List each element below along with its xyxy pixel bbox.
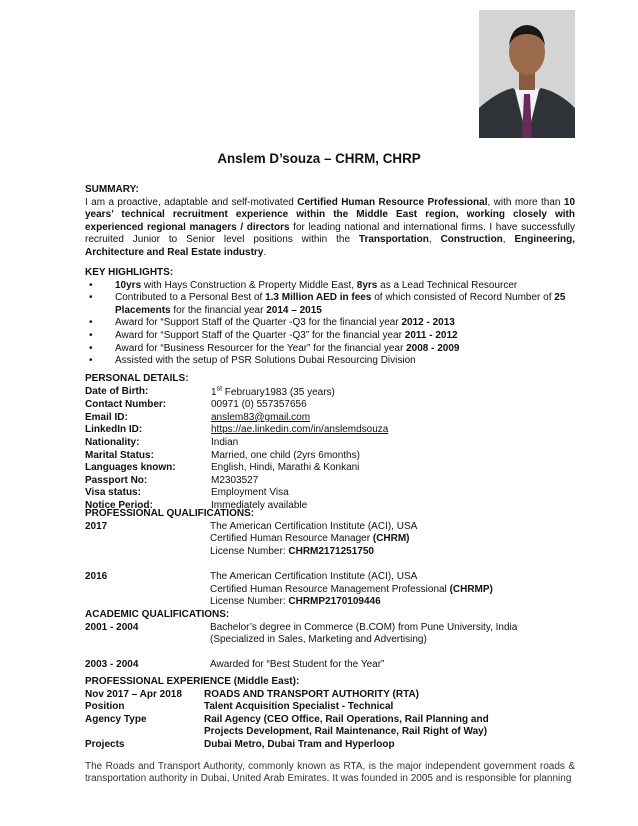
- personal-detail-label: LinkedIn ID:: [85, 424, 143, 436]
- summary-heading: SUMMARY:: [85, 184, 139, 195]
- personal-detail-label: Visa status:: [85, 487, 141, 499]
- academic-entry: [85, 659, 575, 672]
- qualification-detail: [210, 571, 417, 584]
- bullet-icon: •: [89, 292, 93, 304]
- personal-detail-row: [85, 475, 575, 488]
- academic-line: [85, 634, 575, 647]
- qualification-text-run: Certified Human Resource Management Professional: [210, 583, 450, 595]
- personal-detail-value: Immediately available: [211, 499, 308, 511]
- profile-photo: [479, 10, 575, 138]
- academic-year: 2001 - 2004: [85, 621, 139, 633]
- qualification-text-run: The American Certification Institute (ACI), USA: [210, 520, 418, 532]
- dob-suffix: st: [216, 385, 223, 393]
- qualification-year: 2016: [85, 570, 108, 582]
- academic-line: [85, 659, 575, 672]
- qualification-detail: [210, 521, 417, 534]
- qualification-detail: [210, 584, 493, 597]
- qualification-detail: [210, 533, 410, 546]
- qualification-text-run: (CHRM): [372, 533, 410, 545]
- professional-qualifications-section: [85, 508, 575, 609]
- dob-label: Date of Birth:: [85, 385, 149, 397]
- experience-row: [85, 701, 575, 714]
- personal-detail-value: M2303527: [211, 474, 259, 486]
- professional-qualification-entry: [85, 571, 575, 609]
- bullet-icon: •: [89, 329, 93, 341]
- personal-detail-row: [85, 399, 575, 412]
- personal-row-dob: [85, 386, 575, 400]
- highlight-text-run: Award for “Business Resourcer for the Year” for the financial year: [115, 342, 407, 354]
- qualification-line: [85, 571, 575, 584]
- personal-detail-row: [85, 437, 575, 450]
- highlight-text-run: as a Lead Technical Resourcer: [377, 279, 518, 291]
- personal-detail-row: [85, 462, 575, 475]
- personal-detail-label: Email ID:: [85, 411, 128, 423]
- highlight-text-run: 2008 - 2009: [406, 342, 460, 354]
- personal-detail-value: English, Hindi, Marathi & Konkani: [211, 462, 360, 474]
- summary-text-run: ,: [428, 234, 441, 246]
- personal-rows: [85, 399, 575, 512]
- bullet-icon: •: [89, 317, 93, 329]
- experience-row: [85, 714, 575, 727]
- highlight-item: [85, 280, 575, 293]
- dob-rest: February1983 (35 years): [222, 386, 335, 398]
- experience-row: [85, 689, 575, 702]
- qualification-detail: [210, 596, 381, 609]
- personal-detail-row: [85, 424, 575, 437]
- personal-detail-label: Contact Number:: [85, 399, 167, 411]
- highlights-list: [85, 280, 575, 368]
- summary-text-run: Transportation: [358, 234, 429, 246]
- personal-detail-row: [85, 487, 575, 500]
- bullet-icon: •: [89, 355, 93, 367]
- academic-detail: Bachelor’s degree in Commerce (B.COM) from Pune University, India: [210, 621, 518, 633]
- experience-value: ROADS AND TRANSPORT AUTHORITY (RTA): [204, 688, 419, 700]
- qualification-year: 2017: [85, 520, 108, 532]
- personal-detail-value: 00971 (0) 557357656: [211, 399, 307, 411]
- personal-detail-row: [85, 412, 575, 425]
- professional-qualification-entries: [85, 521, 575, 609]
- experience-value: Talent Acquisition Specialist - Technical: [204, 701, 394, 713]
- highlight-text-run: 10yrs: [115, 279, 142, 291]
- academic-detail: Awarded for “Best Student for the Year”: [210, 659, 385, 671]
- profile-photo-image: [479, 10, 575, 138]
- experience-rows: [85, 689, 575, 752]
- personal-section: [85, 373, 575, 513]
- qualification-text-run: CHRM2171251750: [288, 545, 374, 557]
- highlight-item: [85, 292, 575, 317]
- highlight-text-run: 2012 - 2013: [401, 317, 455, 329]
- experience-label: Agency Type: [85, 713, 147, 725]
- highlight-text-run: Assisted with the setup of PSR Solutions Dubai Resourcing Division: [115, 355, 416, 367]
- highlight-text-run: 2011 - 2012: [404, 329, 458, 341]
- summary-text: [85, 197, 575, 260]
- personal-detail-value: Employment Visa: [211, 487, 289, 499]
- highlight-text-run: 1.3 Million AED in fees: [265, 292, 372, 304]
- qualification-line: [85, 596, 575, 609]
- personal-detail-link[interactable]: anslem83@gmail.com: [211, 411, 311, 423]
- personal-detail-row: [85, 450, 575, 463]
- personal-detail-value: Indian: [211, 436, 239, 448]
- qualification-text-run: License Number:: [210, 596, 289, 608]
- experience-row: [85, 726, 575, 739]
- summary-text-run: Certified Human Resource Professional: [297, 196, 488, 208]
- qualification-line: [85, 584, 575, 597]
- experience-description: The Roads and Transport Authority, commonly known as RTA, is the major independent government roads & transportation authority in Dubai, United Arab Emirates. It was founded in 2005 and is responsible for planning: [85, 760, 575, 785]
- personal-detail-label: Notice Period:: [85, 499, 153, 511]
- personal-heading: PERSONAL DETAILS:: [85, 373, 189, 384]
- summary-text-run: 10 years’ technical recruitment experience within the Middle East region, working closely with experienced regional managers / directors: [85, 196, 576, 233]
- qualification-text-run: (CHRMP): [449, 583, 493, 595]
- summary-section: [85, 184, 575, 260]
- highlight-text-run: Award for “Support Staff of the Quarter -Q3 for the financial year: [115, 317, 402, 329]
- professional-qualifications-heading: PROFESSIONAL QUALIFICATIONS:: [85, 508, 255, 519]
- summary-text-run: , with more than: [487, 196, 564, 208]
- bullet-icon: •: [89, 342, 93, 354]
- summary-text-run: ,: [502, 234, 515, 246]
- qualification-text-run: Certified Human Resource Manager: [210, 533, 373, 545]
- qualification-line: [85, 521, 575, 534]
- academic-entries: [85, 622, 575, 672]
- qualification-text-run: CHRMP2170109446: [288, 596, 381, 608]
- highlight-text-run: for the financial year: [170, 304, 267, 316]
- qualification-line: [85, 533, 575, 546]
- highlight-text-run: 2014 – 2015: [266, 304, 322, 316]
- experience-section: [85, 676, 575, 786]
- experience-label: Position: [85, 701, 125, 713]
- academic-line: [85, 622, 575, 635]
- academic-section: [85, 609, 575, 672]
- summary-text-run: for leading national and international firms. I have successfully recruited Junior to Senior level positions within the: [85, 221, 575, 246]
- personal-detail-link[interactable]: https://ae.linkedin.com/in/anslemdsouza: [211, 424, 389, 436]
- experience-row: [85, 739, 575, 752]
- academic-detail: (Specialized in Sales, Marketing and Advertising): [210, 634, 427, 646]
- professional-qualification-entry: [85, 521, 575, 559]
- summary-text-run: .: [263, 246, 267, 258]
- dob-day: 1: [211, 386, 217, 398]
- qualification-detail: [210, 546, 374, 559]
- academic-year: 2003 - 2004: [85, 659, 139, 671]
- experience-label: Nov 2017 – Apr 2018: [85, 688, 182, 700]
- experience-heading: PROFESSIONAL EXPERIENCE (Middle East):: [85, 676, 300, 687]
- highlight-text-run: 8yrs: [356, 279, 378, 291]
- personal-detail-label: Languages known:: [85, 462, 176, 474]
- qualification-text-run: License Number:: [210, 545, 289, 557]
- qualification-text-run: The American Certification Institute (ACI), USA: [210, 570, 418, 582]
- highlight-item: [85, 343, 575, 356]
- experience-label: Projects: [85, 738, 125, 750]
- academic-heading: ACADEMIC QUALIFICATIONS:: [85, 609, 230, 620]
- highlight-text-run: 25 Placements: [115, 292, 566, 316]
- qualification-line: [85, 546, 575, 559]
- resume-title: Anslem D’souza – CHRM, CHRP: [217, 151, 421, 166]
- experience-value: Projects Development, Rail Maintenance, Rail Right of Way): [204, 726, 488, 738]
- personal-detail-label: Passport No:: [85, 474, 148, 486]
- personal-detail-label: Marital Status:: [85, 449, 154, 461]
- highlight-item: [85, 330, 575, 343]
- highlight-text-run: Award for “Support Staff of the Quarter -Q3” for the financial year: [115, 329, 405, 341]
- personal-detail-value: Married, one child (2yrs 6months): [211, 449, 360, 461]
- academic-entry: [85, 622, 575, 647]
- summary-text-run: Construction: [440, 234, 503, 246]
- highlights-section: [85, 267, 575, 368]
- experience-value: Rail Agency (CEO Office, Rail Operations, Rail Planning and: [204, 713, 489, 725]
- experience-value: Dubai Metro, Dubai Tram and Hyperloop: [204, 738, 395, 750]
- highlight-text-run: Contributed to a Personal Best of: [115, 292, 266, 304]
- highlights-heading: KEY HIGHLIGHTS:: [85, 267, 174, 278]
- summary-text-run: Engineering, Architecture and Real Estate industry: [85, 234, 575, 258]
- dob-value: [211, 387, 335, 400]
- summary-text-run: I am a proactive, adaptable and self-motivated: [85, 196, 298, 208]
- personal-detail-label: Nationality:: [85, 436, 140, 448]
- highlight-item: [85, 317, 575, 330]
- highlight-item: [85, 355, 575, 368]
- highlight-text-run: of which consisted of Record Number of: [371, 292, 555, 304]
- bullet-icon: •: [89, 279, 93, 291]
- highlight-text-run: with Hays Construction & Property Middle East,: [141, 279, 357, 291]
